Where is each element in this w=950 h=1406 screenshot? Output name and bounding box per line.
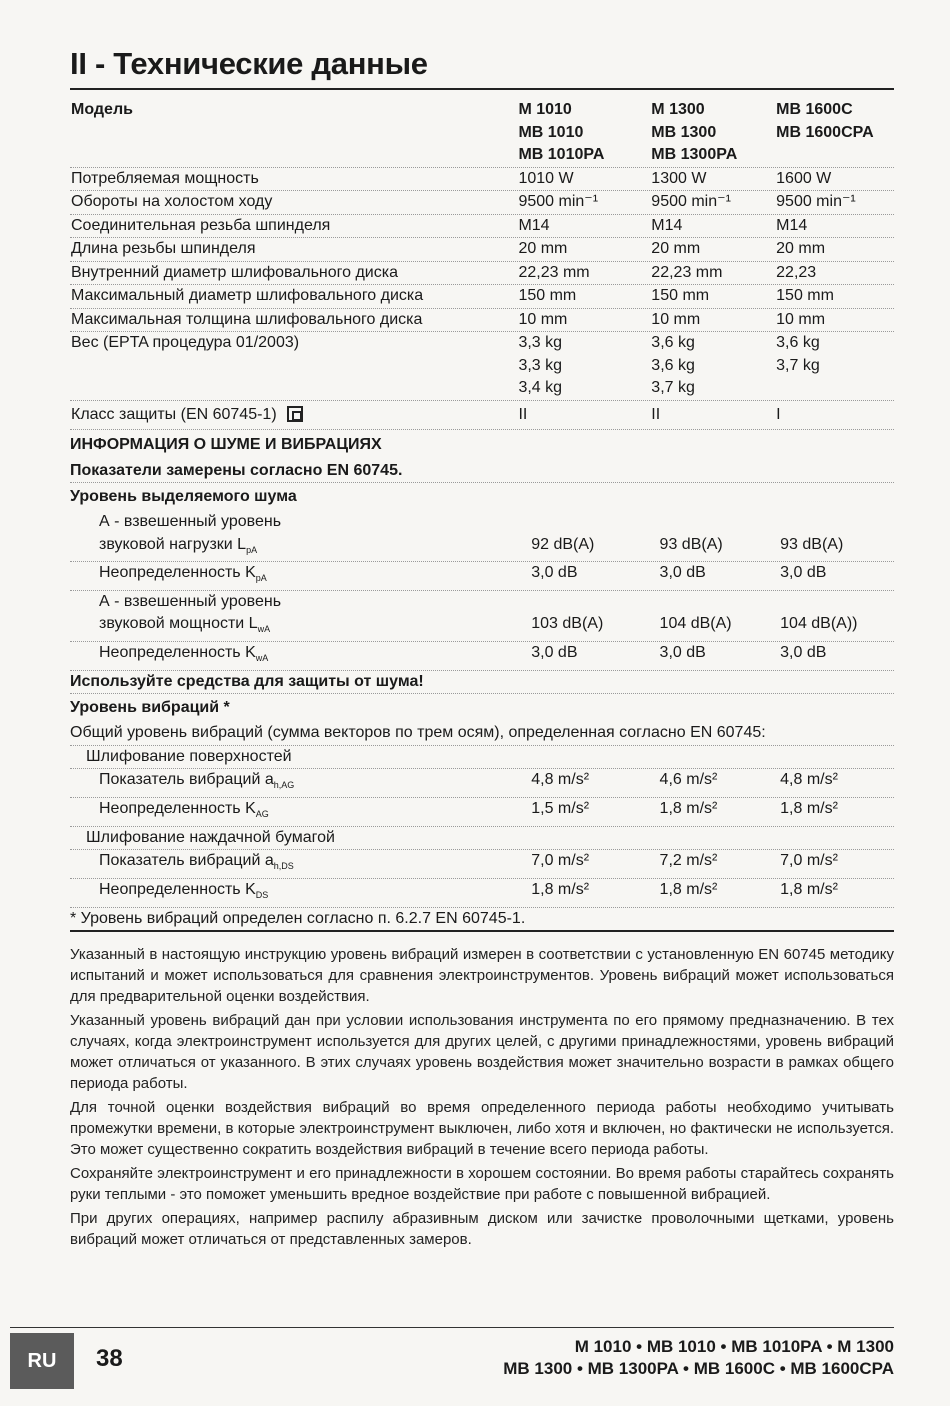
measured-note: Показатели замерены согласно EN 60745. (70, 461, 403, 479)
lpa-row: А - взвешенный уровень звуковой нагрузки $L_{pA}$ 92 dB(A) 93 dB(A) 93 dB(A) (70, 511, 894, 562)
model-col-1: M 1010 MB 1010 MB 1010PA (518, 101, 605, 163)
footer-rule (10, 1327, 894, 1328)
language-tab: RU (10, 1333, 74, 1389)
kwa-row: Неопределенность $K_{wA}$ 3,0 dB 3,0 dB 3,0 dB (70, 642, 894, 671)
sanding-row (70, 827, 894, 851)
protection-class-ii-icon (287, 406, 303, 422)
spec-row: Максимальная толщина шлифовального диска 10 mm 10 mm 10 mm (70, 309, 894, 333)
spec-row: Длина резьбы шпинделя 20 mm 20 mm 20 mm (70, 238, 894, 262)
kpa-row: Неопределенность $K_{pA}$ 3,0 dB 3,0 dB 3,0 dB (70, 562, 894, 591)
paragraph: Указанный в настоящую инструкцию уровень вибраций измерен в соответствии с установленную EN 60745 методику испытаний и может использоваться для сравнения электроинструментов. Уровень вибраций может использоваться для предварительной оценки воздействия. (70, 946, 894, 1005)
surface-row (70, 746, 894, 770)
surface-grinding-label: Шлифование поверхностей (86, 747, 292, 765)
footer-model-list: M 1010 • MB 1010 • MB 1010PA • M 1300 MB 1300 • MB 1300PA • MB 1600C • MB 1600CPA (503, 1337, 894, 1378)
spec-table (70, 99, 894, 932)
ear-protection-note: Используйте средства для защиты от шума! (70, 672, 424, 690)
k-ag-row: Неопределенность $K_{AG}$ 1,5 m/s² 1,8 m/s² 1,8 m/s² (70, 798, 894, 827)
model-col-2: M 1300 MB 1300 MB 1300PA (651, 101, 738, 163)
ear-protection-row (70, 671, 894, 695)
spec-row: Обороты на холостом ходу 9500 min⁻¹ 9500 min⁻¹ 9500 min⁻¹ (70, 191, 894, 215)
k-ds-row: Неопределенность $K_{DS}$ 1,8 m/s² 1,8 m/s² 1,8 m/s² (70, 879, 894, 908)
paragraph: Для точной оценки воздействия вибраций во время определенного периода работы необходимо учитывать промежутки времени, в которые электроинструмент выключен, либо хотя и включен, но фактически не используется. Это может существенно сократить воздействия вибраций в течение всего периода работы. (70, 1099, 894, 1158)
spec-row: Внутренний диаметр шлифовального диска 22,23 mm 22,23 mm 22,23 (70, 262, 894, 286)
spec-row: Соединительная резьба шпинделя M14 M14 M14 (70, 215, 894, 239)
table-end-rule (70, 930, 894, 932)
vibration-explanation (70, 944, 894, 1253)
model-label: Модель (71, 101, 133, 118)
title-rule (70, 88, 894, 90)
paragraph: Сохраняйте электроинструмент и его принадлежности в хорошем состоянии. Во время работы старайтесь сохранять руки теплыми - это поможет уменьшить вредное воздействие при работе с повышенной вибрацией. (70, 1165, 894, 1203)
spec-row: Максимальный диаметр шлифовального диска 150 mm 150 mm 150 mm (70, 285, 894, 309)
vibration-footnote: * Уровень вибраций определен согласно п. 6.2.7 EN 60745-1. (70, 909, 526, 927)
sanding-label: Шлифование наждачной бумагой (86, 828, 335, 846)
noise-heading: ИНФОРМАЦИЯ О ШУМЕ И ВИБРАЦИЯХ (70, 435, 382, 453)
noise-level-heading-row (70, 483, 894, 511)
page-title: II - Технические данные (70, 46, 428, 81)
noise-heading-row (70, 430, 894, 460)
vibration-total-row (70, 722, 894, 746)
vibration-total-line: Общий уровень вибраций (сумма векторов по трем осям), определенная согласно EN 60745: (70, 724, 766, 742)
lwa-row: А - взвешенный уровень звуковой мощности $L_{wA}$ 103 dB(A) 104 dB(A) 104 dB(A)) (70, 591, 894, 642)
protection-class-row: Класс защиты (EN 60745-1) II II I (70, 401, 894, 430)
page-number: 38 (96, 1345, 123, 1372)
noise-level-heading: Уровень выделяемого шума (70, 488, 297, 505)
weight-row: Вес (EPTA процедура 01/2003) 3,3 kg 3,3 kg 3,4 kg 3,6 kg 3,6 kg 3,7 kg 3,6 kg 3,7 kg (70, 332, 894, 401)
vibration-heading: Уровень вибраций * (70, 699, 230, 717)
ah-ds-row: Показатель вибраций $a_{h,DS}$ 7,0 m/s² 7,2 m/s² 7,0 m/s² (70, 850, 894, 879)
footnote-row (70, 908, 894, 931)
spec-row: Потребляемая мощность 1010 W 1300 W 1600 W (70, 168, 894, 192)
paragraph: Указанный уровень вибраций дан при условии использования инструмента по его прямому предназначению. В тех случаях, когда электроинструмент используется для других целей, с другими принадлежностями, уровень вибраций может отличаться от указанного. В этих случаях уровень воздействия может значительно возрасти в рамках общего периода работы. (70, 1012, 894, 1092)
model-header-row (70, 99, 894, 167)
paragraph: При других операциях, например распилу абразивным диском или зачистке проволочными щетками, уровень вибраций может отличаться от представленных замеров. (70, 1210, 894, 1248)
model-col-3: MB 1600C MB 1600CPA (776, 101, 874, 141)
measured-row (70, 460, 894, 484)
vibration-heading-row (70, 694, 894, 722)
ah-ag-row: Показатель вибраций $a_{h,AG}$ 4,8 m/s² 4,6 m/s² 4,8 m/s² (70, 769, 894, 798)
